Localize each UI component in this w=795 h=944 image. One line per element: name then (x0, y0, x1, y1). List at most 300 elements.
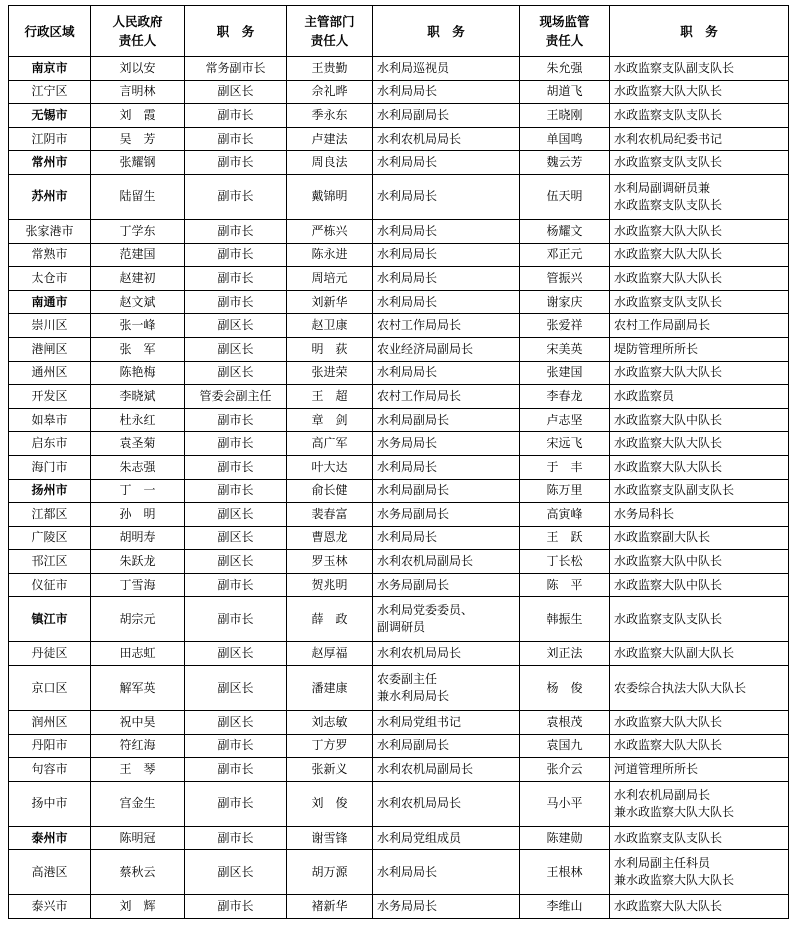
table-row (9, 127, 789, 151)
dept-duty-cell-line: 水利局局长 (377, 365, 438, 380)
gov-person-cell: 李晓斌 (91, 385, 185, 409)
gov-duty-cell: 副市长 (185, 826, 287, 850)
dept-duty-cell-line: 水利农机局局长 (377, 646, 462, 661)
region-cell: 江宁区 (9, 80, 91, 104)
region-cell: 扬州市 (9, 479, 91, 503)
dept-person-cell: 季永东 (287, 104, 373, 128)
site-duty-cell (610, 314, 789, 338)
site-person-cell: 刘正法 (520, 642, 610, 666)
dept-duty-cell (373, 243, 520, 267)
site-duty-cell-line: 水政监察支队支队长 (614, 107, 723, 122)
site-duty-cell-line: 水政监察支队支队长 (614, 611, 723, 626)
gov-duty-cell: 副区长 (185, 503, 287, 527)
gov-person-cell: 张耀钢 (91, 151, 185, 175)
gov-duty-cell: 副区长 (185, 526, 287, 550)
site-duty-cell (610, 337, 789, 361)
table-row (9, 151, 789, 175)
dept-duty-cell-line: 水利局局长 (377, 189, 438, 204)
table-row (9, 385, 789, 409)
gov-person-cell: 赵文斌 (91, 290, 185, 314)
table-row (9, 850, 789, 895)
dept-person-cell: 赵卫康 (287, 314, 373, 338)
site-duty-cell (610, 642, 789, 666)
dept-duty-cell (373, 666, 520, 711)
dept-duty-cell-line: 水务局局长 (377, 899, 438, 914)
site-person-cell: 邓正元 (520, 243, 610, 267)
region-cell: 扬中市 (9, 781, 91, 826)
region-cell: 高港区 (9, 850, 91, 895)
dept-duty-cell-line: 水利局副局长 (377, 483, 450, 498)
table-row (9, 826, 789, 850)
dept-duty-cell-line: 水利局局长 (377, 864, 438, 879)
site-duty-cell-line: 兼水政监察大队大队长 (614, 873, 735, 888)
site-duty-cell-line: 水政监察大队大队长 (614, 223, 723, 238)
table-row (9, 895, 789, 919)
gov-person-cell: 刘 霞 (91, 104, 185, 128)
site-duty-cell-line: 水政监察支队副支队长 (614, 483, 735, 498)
table-body (9, 57, 789, 919)
gov-person-cell: 朱志强 (91, 455, 185, 479)
site-person-cell: 卢志坚 (520, 408, 610, 432)
dept-duty-cell-line: 水利农机局副局长 (377, 762, 474, 777)
site-duty-cell-line: 水政监察大队大队长 (614, 714, 723, 729)
region-cell: 丹阳市 (9, 734, 91, 758)
gov-duty-cell: 副市长 (185, 267, 287, 291)
dept-duty-cell (373, 826, 520, 850)
dept-duty-cell-line: 水利局局长 (377, 155, 438, 170)
gov-duty-cell: 副市长 (185, 104, 287, 128)
site-duty-cell (610, 455, 789, 479)
site-duty-cell-line: 河道管理所所长 (614, 762, 699, 777)
gov-person-cell: 范建国 (91, 243, 185, 267)
gov-duty-cell: 副市长 (185, 174, 287, 219)
dept-duty-cell-line: 副调研员 (377, 620, 426, 635)
header-gov-person-line2: 责任人 (118, 33, 157, 48)
gov-duty-cell: 副市长 (185, 219, 287, 243)
table-row (9, 550, 789, 574)
site-duty-cell-line: 水政监察支队支队长 (614, 294, 723, 309)
table-row (9, 243, 789, 267)
dept-duty-cell-line: 水利局局长 (377, 223, 438, 238)
dept-duty-cell-line: 农业经济局副局长 (377, 341, 474, 356)
dept-person-cell: 陈永进 (287, 243, 373, 267)
gov-person-cell: 丁雪海 (91, 573, 185, 597)
table-row (9, 642, 789, 666)
site-person-cell: 王 跃 (520, 526, 610, 550)
site-person-cell: 韩振生 (520, 597, 610, 642)
dept-person-cell: 章 剑 (287, 408, 373, 432)
site-person-cell: 谢家庆 (520, 290, 610, 314)
responsibility-table (8, 5, 789, 919)
gov-person-cell: 杜永红 (91, 408, 185, 432)
gov-person-cell: 袁圣菊 (91, 432, 185, 456)
table-row (9, 734, 789, 758)
dept-duty-cell (373, 267, 520, 291)
site-duty-cell (610, 758, 789, 782)
header-site-duty: 职 务 (610, 6, 789, 57)
table-row (9, 455, 789, 479)
site-duty-cell (610, 104, 789, 128)
dept-duty-cell-line: 水利局副局长 (377, 412, 450, 427)
dept-person-cell: 张新义 (287, 758, 373, 782)
dept-duty-cell (373, 850, 520, 895)
site-duty-cell-line: 水政监察大队副大队长 (614, 646, 735, 661)
dept-person-cell: 明 荻 (287, 337, 373, 361)
gov-person-cell: 刘以安 (91, 57, 185, 81)
dept-duty-cell (373, 408, 520, 432)
site-person-cell: 张建国 (520, 361, 610, 385)
region-cell: 太仓市 (9, 267, 91, 291)
dept-duty-cell (373, 550, 520, 574)
region-cell: 句容市 (9, 758, 91, 782)
dept-person-cell: 周培元 (287, 267, 373, 291)
region-cell: 仪征市 (9, 573, 91, 597)
gov-duty-cell: 副区长 (185, 314, 287, 338)
dept-duty-cell (373, 711, 520, 735)
gov-person-cell: 陆留生 (91, 174, 185, 219)
gov-duty-cell: 常务副市长 (185, 57, 287, 81)
gov-person-cell: 解军英 (91, 666, 185, 711)
gov-person-cell: 刘 辉 (91, 895, 185, 919)
dept-duty-cell (373, 57, 520, 81)
gov-duty-cell: 副市长 (185, 151, 287, 175)
gov-person-cell: 朱跃龙 (91, 550, 185, 574)
site-duty-cell-line: 水政监察支队支队长 (614, 155, 723, 170)
dept-duty-cell-line: 水利局巡视员 (377, 60, 450, 75)
gov-person-cell: 陈明冠 (91, 826, 185, 850)
header-site-person-line1: 现场监管 (539, 14, 590, 29)
site-person-cell: 宋远飞 (520, 432, 610, 456)
site-duty-cell-line: 水政监察大队中队长 (614, 577, 723, 592)
gov-duty-cell: 副市长 (185, 243, 287, 267)
dept-duty-cell (373, 337, 520, 361)
dept-person-cell: 薛 政 (287, 597, 373, 642)
table-row (9, 361, 789, 385)
dept-duty-cell-line: 水务局副局长 (377, 577, 450, 592)
site-duty-cell-line: 水政监察支队支队长 (614, 830, 723, 845)
dept-duty-cell (373, 455, 520, 479)
dept-duty-cell (373, 895, 520, 919)
table-row (9, 526, 789, 550)
site-duty-cell-line: 水政监察支队副支队长 (614, 60, 735, 75)
table-row (9, 408, 789, 432)
dept-person-cell: 王 超 (287, 385, 373, 409)
site-duty-cell-line: 水政监察大队中队长 (614, 554, 723, 569)
region-cell: 崇川区 (9, 314, 91, 338)
region-cell: 泰兴市 (9, 895, 91, 919)
gov-duty-cell: 副区长 (185, 80, 287, 104)
site-duty-cell (610, 174, 789, 219)
gov-duty-cell: 副区长 (185, 361, 287, 385)
gov-duty-cell: 副市长 (185, 734, 287, 758)
site-duty-cell (610, 57, 789, 81)
site-duty-cell (610, 734, 789, 758)
gov-person-cell: 赵建初 (91, 267, 185, 291)
table-row (9, 432, 789, 456)
site-person-cell: 陈 平 (520, 573, 610, 597)
site-duty-cell (610, 219, 789, 243)
gov-duty-cell: 副市长 (185, 432, 287, 456)
dept-person-cell: 罗玉林 (287, 550, 373, 574)
site-person-cell: 于 丰 (520, 455, 610, 479)
site-person-cell: 李维山 (520, 895, 610, 919)
site-person-cell: 张爱祥 (520, 314, 610, 338)
dept-person-cell: 刘新华 (287, 290, 373, 314)
dept-duty-cell-line: 农村工作局局长 (377, 318, 462, 333)
dept-duty-cell (373, 734, 520, 758)
dept-duty-cell (373, 573, 520, 597)
site-person-cell: 王根林 (520, 850, 610, 895)
gov-person-cell: 孙 明 (91, 503, 185, 527)
site-person-cell: 胡道飞 (520, 80, 610, 104)
gov-duty-cell: 副市长 (185, 127, 287, 151)
gov-duty-cell: 副市长 (185, 479, 287, 503)
site-duty-cell-line: 兼水政监察大队大队长 (614, 804, 735, 819)
table-row (9, 174, 789, 219)
dept-duty-cell (373, 642, 520, 666)
dept-person-cell: 俞长健 (287, 479, 373, 503)
region-cell: 常州市 (9, 151, 91, 175)
gov-person-cell: 陈艳梅 (91, 361, 185, 385)
site-person-cell: 杨 俊 (520, 666, 610, 711)
dept-duty-cell (373, 758, 520, 782)
site-person-cell: 陈建勋 (520, 826, 610, 850)
dept-person-cell: 裴春富 (287, 503, 373, 527)
region-cell: 镇江市 (9, 597, 91, 642)
gov-person-cell: 蔡秋云 (91, 850, 185, 895)
table-row (9, 104, 789, 128)
header-dept-duty: 职 务 (373, 6, 520, 57)
site-duty-cell (610, 243, 789, 267)
table-row (9, 479, 789, 503)
dept-duty-cell (373, 151, 520, 175)
region-cell: 海门市 (9, 455, 91, 479)
dept-person-cell: 戴锦明 (287, 174, 373, 219)
site-duty-cell (610, 290, 789, 314)
site-duty-cell-line: 农村工作局副局长 (614, 318, 711, 333)
table-row (9, 573, 789, 597)
dept-duty-cell-line: 水利局局长 (377, 530, 438, 545)
dept-person-cell: 周良法 (287, 151, 373, 175)
dept-duty-cell (373, 314, 520, 338)
site-duty-cell (610, 573, 789, 597)
region-cell: 南通市 (9, 290, 91, 314)
site-duty-cell-line: 水政监察员 (614, 388, 675, 403)
header-gov-duty: 职 务 (185, 6, 287, 57)
dept-duty-cell (373, 174, 520, 219)
dept-duty-cell-line: 水利农机局局长 (377, 131, 462, 146)
dept-duty-cell (373, 503, 520, 527)
gov-person-cell: 田志虹 (91, 642, 185, 666)
region-cell: 港闸区 (9, 337, 91, 361)
region-cell: 润州区 (9, 711, 91, 735)
gov-duty-cell: 副区长 (185, 642, 287, 666)
table-row (9, 781, 789, 826)
dept-duty-cell-line: 水利局副局长 (377, 738, 450, 753)
table-row (9, 219, 789, 243)
region-cell: 张家港市 (9, 219, 91, 243)
site-duty-cell-line: 水政监察大队大队长 (614, 738, 723, 753)
gov-person-cell: 王 琴 (91, 758, 185, 782)
gov-person-cell: 丁 一 (91, 479, 185, 503)
dept-person-cell: 潘建康 (287, 666, 373, 711)
dept-person-cell: 严栋兴 (287, 219, 373, 243)
header-gov-person-line1: 人民政府 (112, 14, 163, 29)
site-duty-cell-line: 水政监察大队大队长 (614, 270, 723, 285)
site-person-cell: 魏云芳 (520, 151, 610, 175)
dept-duty-cell (373, 781, 520, 826)
site-duty-cell (610, 826, 789, 850)
dept-duty-cell-line: 水利局局长 (377, 294, 438, 309)
gov-duty-cell: 副区长 (185, 850, 287, 895)
table-row (9, 711, 789, 735)
dept-duty-cell-line: 水利局局长 (377, 247, 438, 262)
gov-person-cell: 宫金生 (91, 781, 185, 826)
table-row (9, 267, 789, 291)
site-person-cell: 李春龙 (520, 385, 610, 409)
dept-duty-cell-line: 水利农机局副局长 (377, 554, 474, 569)
region-cell: 泰州市 (9, 826, 91, 850)
gov-person-cell: 吴 芳 (91, 127, 185, 151)
gov-person-cell: 祝中昊 (91, 711, 185, 735)
header-site-person-line2: 责任人 (545, 33, 584, 48)
site-duty-cell (610, 80, 789, 104)
dept-duty-cell-line: 水利局党组成员 (377, 830, 462, 845)
dept-person-cell: 曹恩龙 (287, 526, 373, 550)
region-cell: 如皋市 (9, 408, 91, 432)
site-person-cell: 宋美英 (520, 337, 610, 361)
dept-duty-cell-line: 水利局党组书记 (377, 714, 462, 729)
dept-person-cell: 张进荣 (287, 361, 373, 385)
dept-person-cell: 刘志敏 (287, 711, 373, 735)
site-duty-cell (610, 385, 789, 409)
dept-duty-cell (373, 127, 520, 151)
gov-duty-cell: 副市长 (185, 781, 287, 826)
site-person-cell: 单国鸣 (520, 127, 610, 151)
dept-duty-cell-line: 水务局局长 (377, 436, 438, 451)
site-duty-cell (610, 550, 789, 574)
region-cell: 广陵区 (9, 526, 91, 550)
site-duty-cell (610, 408, 789, 432)
table-row (9, 666, 789, 711)
dept-duty-cell (373, 432, 520, 456)
site-duty-cell-line: 水政监察大队大队长 (614, 84, 723, 99)
gov-person-cell: 言明林 (91, 80, 185, 104)
gov-duty-cell: 管委会副主任 (185, 385, 287, 409)
dept-person-cell: 高广军 (287, 432, 373, 456)
site-duty-cell-line: 水利农机局纪委书记 (614, 131, 723, 146)
dept-duty-cell (373, 104, 520, 128)
site-duty-cell-line: 水利局副调研员兼 (614, 180, 711, 195)
region-cell: 邗江区 (9, 550, 91, 574)
region-cell: 开发区 (9, 385, 91, 409)
dept-duty-cell (373, 479, 520, 503)
dept-person-cell: 王贵勤 (287, 57, 373, 81)
site-duty-cell-line: 水政监察大队大队长 (614, 459, 723, 474)
region-cell: 启东市 (9, 432, 91, 456)
dept-duty-cell-line: 水利局局长 (377, 459, 438, 474)
dept-person-cell: 谢雪锋 (287, 826, 373, 850)
gov-duty-cell: 副区长 (185, 337, 287, 361)
region-cell: 京口区 (9, 666, 91, 711)
site-duty-cell-line: 水政监察支队支队长 (614, 197, 723, 212)
site-duty-cell-line: 水政监察大队大队长 (614, 899, 723, 914)
gov-person-cell: 张一峰 (91, 314, 185, 338)
site-duty-cell (610, 503, 789, 527)
site-duty-cell (610, 361, 789, 385)
gov-duty-cell: 副市长 (185, 408, 287, 432)
region-cell: 江阴市 (9, 127, 91, 151)
dept-duty-cell-line: 水利局党委委员、 (377, 603, 474, 618)
dept-duty-cell (373, 361, 520, 385)
dept-duty-cell-line: 农委副主任 (377, 672, 438, 687)
gov-duty-cell: 副市长 (185, 573, 287, 597)
dept-person-cell: 刘 俊 (287, 781, 373, 826)
dept-person-cell: 叶大达 (287, 455, 373, 479)
site-duty-cell (610, 711, 789, 735)
site-person-cell: 丁长松 (520, 550, 610, 574)
header-dept-person (287, 6, 373, 57)
gov-person-cell: 胡明寿 (91, 526, 185, 550)
site-duty-cell-line: 堤防管理所所长 (614, 341, 699, 356)
site-duty-cell (610, 666, 789, 711)
site-duty-cell (610, 895, 789, 919)
dept-duty-cell-line: 水利局副局长 (377, 107, 450, 122)
site-person-cell: 袁根茂 (520, 711, 610, 735)
site-person-cell: 马小平 (520, 781, 610, 826)
site-duty-cell-line: 水务局科长 (614, 506, 675, 521)
site-duty-cell-line: 水政监察大队大队长 (614, 365, 723, 380)
site-person-cell: 王晓刚 (520, 104, 610, 128)
site-duty-cell (610, 850, 789, 895)
region-cell: 无锡市 (9, 104, 91, 128)
dept-duty-cell-line: 农村工作局局长 (377, 388, 462, 403)
gov-duty-cell: 副区长 (185, 666, 287, 711)
table-row (9, 290, 789, 314)
dept-duty-cell (373, 597, 520, 642)
gov-person-cell: 张 军 (91, 337, 185, 361)
dept-person-cell: 贺兆明 (287, 573, 373, 597)
region-cell: 丹徒区 (9, 642, 91, 666)
gov-duty-cell: 副市长 (185, 895, 287, 919)
site-duty-cell (610, 479, 789, 503)
site-duty-cell-line: 水利局副主任科员 (614, 856, 711, 871)
table-row (9, 57, 789, 81)
site-person-cell: 张介云 (520, 758, 610, 782)
gov-person-cell: 丁学东 (91, 219, 185, 243)
header-dept-person-line2: 责任人 (310, 33, 349, 48)
dept-duty-cell (373, 290, 520, 314)
dept-duty-cell (373, 385, 520, 409)
gov-duty-cell: 副区长 (185, 550, 287, 574)
header-gov-person (91, 6, 185, 57)
region-cell: 常熟市 (9, 243, 91, 267)
site-duty-cell (610, 267, 789, 291)
region-cell: 通州区 (9, 361, 91, 385)
table-row (9, 503, 789, 527)
region-cell: 江都区 (9, 503, 91, 527)
site-person-cell: 杨耀文 (520, 219, 610, 243)
dept-person-cell: 褚新华 (287, 895, 373, 919)
gov-person-cell: 符红海 (91, 734, 185, 758)
dept-duty-cell (373, 80, 520, 104)
site-duty-cell-line: 水利农机局副局长 (614, 787, 711, 802)
dept-duty-cell-line: 兼水利局局长 (377, 689, 450, 704)
dept-person-cell: 丁方罗 (287, 734, 373, 758)
site-person-cell: 朱允强 (520, 57, 610, 81)
site-duty-cell (610, 781, 789, 826)
gov-duty-cell: 副市长 (185, 758, 287, 782)
